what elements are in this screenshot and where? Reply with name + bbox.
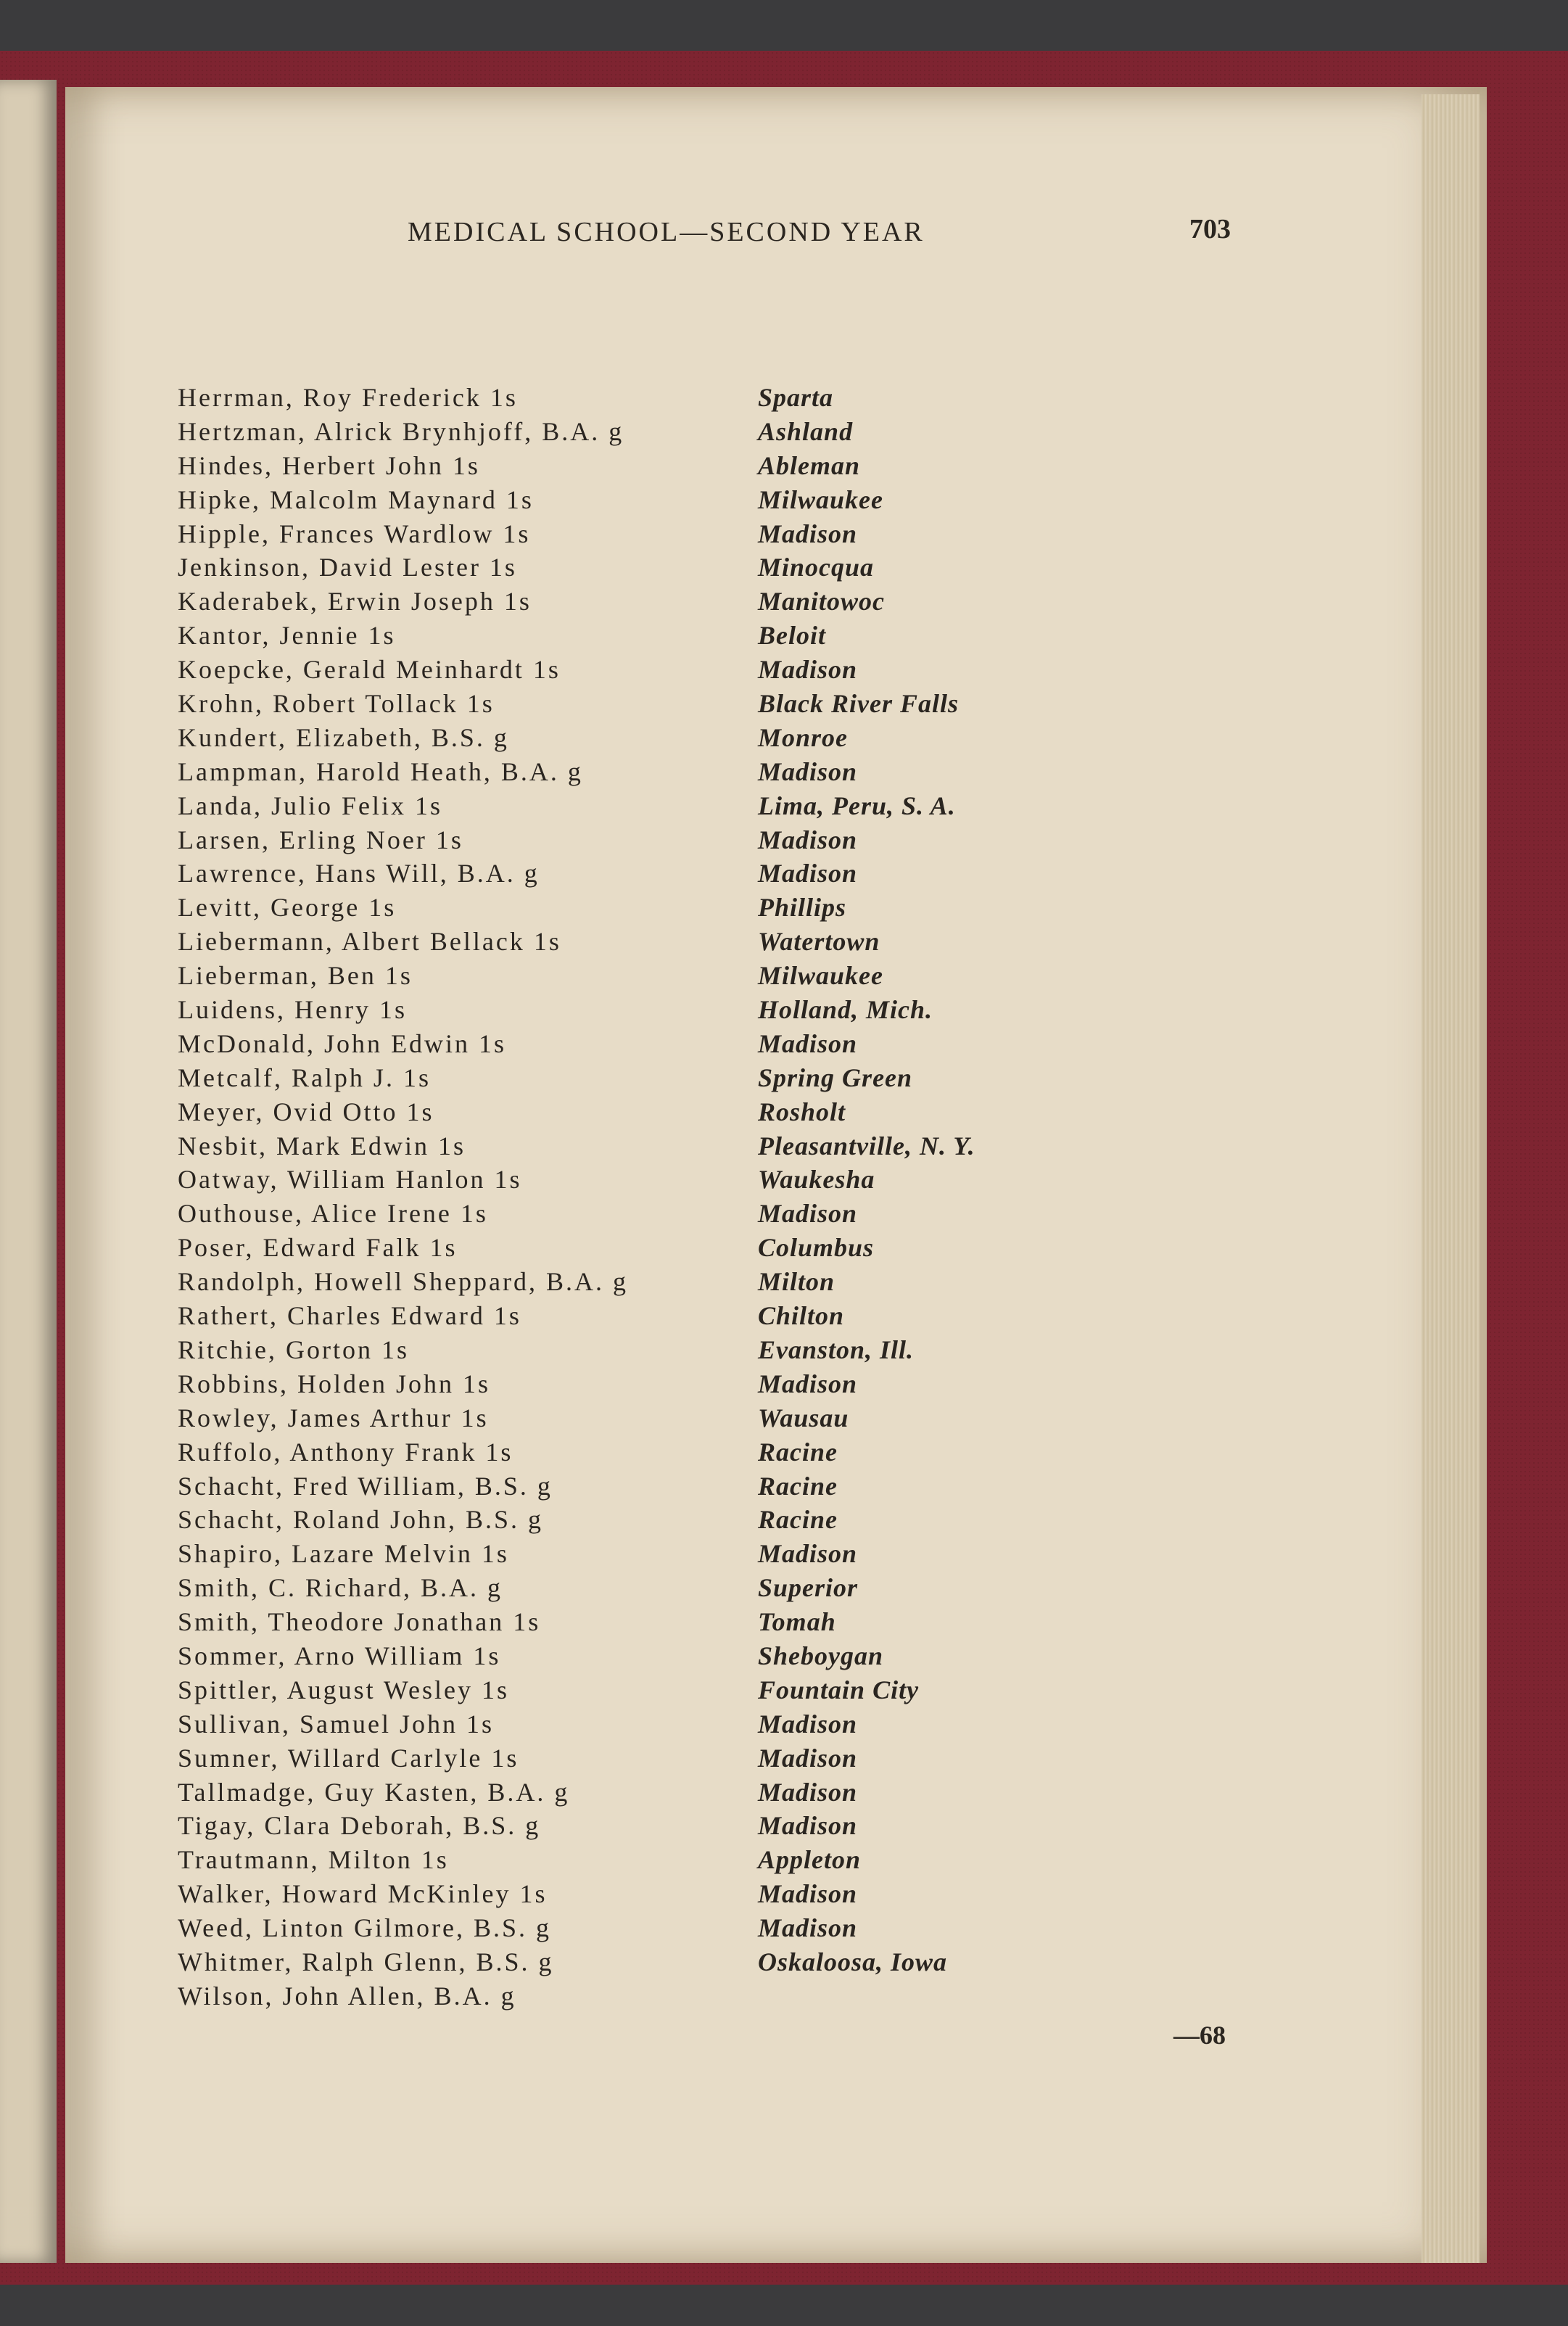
student-name: Hipple, Frances Wardlow 1s [178,519,531,548]
student-name: Rowley, James Arthur 1s [178,1403,489,1432]
student-name: Kantor, Jennie 1s [178,621,396,651]
list-item [178,1911,1121,1945]
student-name: Herrman, Roy Frederick 1s [178,383,518,412]
student-hometown: Milwaukee [758,961,884,991]
list-item [178,1741,1121,1776]
student-hometown: Appleton [758,1845,862,1875]
list-item [178,1469,1121,1504]
student-hometown: Racine [758,1471,838,1501]
list-item [178,653,1121,687]
student-hometown: Pleasantville, N. Y. [758,1131,975,1160]
student-hometown: Minocqua [758,553,875,582]
student-name: Kundert, Elizabeth, B.S. g [178,722,509,752]
student-name: Schacht, Fred William, B.S. g [178,1471,553,1501]
student-name: McDonald, John Edwin 1s [178,1028,506,1058]
list-item [178,1129,1121,1163]
student-name: Koepcke, Gerald Meinhardt 1s [178,655,561,685]
student-hometown: Madison [758,825,858,854]
list-item [178,1299,1121,1333]
student-hometown: Milwaukee [758,484,884,514]
list-item [178,789,1121,823]
student-hometown: Holland, Mich. [758,995,933,1025]
student-hometown: Lima, Peru, S. A. [758,791,956,820]
list-item [178,1061,1121,1095]
list-item [178,415,1121,449]
page-header [0,216,1568,260]
student-hometown: Madison [758,1199,858,1229]
list-item [178,619,1121,653]
student-list [178,381,1121,2013]
signature-mark: —68 [1173,2021,1226,2050]
student-name: Kaderabek, Erwin Joseph 1s [178,587,532,616]
facing-page-edge [0,80,57,2263]
student-name: Shapiro, Lazare Melvin 1s [178,1539,509,1569]
list-item [178,1265,1121,1299]
student-hometown: Monroe [758,722,849,752]
running-title: MEDICAL SCHOOL—SECOND YEAR [408,217,925,247]
list-item [178,925,1121,959]
student-name: Levitt, George 1s [178,893,397,923]
student-name: Ruffolo, Anthony Frank 1s [178,1437,513,1467]
student-hometown: Beloit [758,621,826,651]
student-name: Wilson, John Allen, B.A. g [178,1981,516,2010]
page-number: 703 [1189,214,1231,244]
student-name: Trautmann, Milton 1s [178,1845,449,1875]
student-name: Weed, Linton Gilmore, B.S. g [178,1913,552,1943]
student-name: Sommer, Arno William 1s [178,1641,501,1670]
list-item [178,1537,1121,1571]
list-item [178,721,1121,755]
student-hometown: Madison [758,655,858,685]
list-item [178,1095,1121,1129]
list-item [178,1877,1121,1911]
student-hometown: Oskaloosa, Iowa [758,1947,948,1976]
student-hometown: Columbus [758,1233,875,1263]
student-name: Randolph, Howell Sheppard, B.A. g [178,1267,628,1297]
student-hometown: Madison [758,1811,858,1841]
student-name: Robbins, Holden John 1s [178,1369,491,1398]
student-hometown: Madison [758,756,858,786]
list-item [178,1367,1121,1401]
list-item [178,1571,1121,1605]
list-item [178,1707,1121,1741]
student-hometown: Black River Falls [758,689,959,719]
student-hometown: Racine [758,1505,838,1535]
student-name: Hipke, Malcolm Maynard 1s [178,484,534,514]
student-name: Sumner, Willard Carlyle 1s [178,1743,519,1773]
list-item [178,687,1121,721]
student-hometown: Ashland [758,416,854,446]
student-name: Ritchie, Gorton 1s [178,1335,409,1364]
student-name: Liebermann, Albert Bellack 1s [178,927,561,957]
student-hometown: Madison [758,1743,858,1773]
list-item [178,585,1121,619]
student-hometown: Wausau [758,1403,849,1432]
student-name: Poser, Edward Falk 1s [178,1233,458,1263]
list-item [178,483,1121,517]
student-hometown: Phillips [758,893,847,923]
student-hometown: Spring Green [758,1063,913,1092]
list-item [178,1435,1121,1469]
list-item [178,1503,1121,1537]
list-item [178,1333,1121,1367]
student-hometown: Chilton [758,1301,845,1331]
student-name: Tigay, Clara Deborah, B.S. g [178,1811,541,1841]
student-name: Landa, Julio Felix 1s [178,791,442,820]
student-name: Smith, C. Richard, B.A. g [178,1573,503,1603]
student-name: Schacht, Roland John, B.S. g [178,1505,543,1535]
student-hometown: Rosholt [758,1097,846,1126]
student-hometown: Sparta [758,383,834,412]
list-item [178,891,1121,925]
student-name: Whitmer, Ralph Glenn, B.S. g [178,1947,554,1976]
student-hometown: Manitowoc [758,587,886,616]
list-item [178,550,1121,585]
list-item [178,1843,1121,1877]
student-name: Smith, Theodore Jonathan 1s [178,1607,541,1637]
student-name: Lieberman, Ben 1s [178,961,413,991]
list-item [178,1197,1121,1231]
student-hometown: Madison [758,1539,858,1569]
student-name: Oatway, William Hanlon 1s [178,1165,522,1195]
list-item [178,1401,1121,1435]
list-item [178,959,1121,993]
list-item [178,1945,1121,1979]
student-hometown: Sheboygan [758,1641,884,1670]
list-item [178,823,1121,857]
student-hometown: Madison [758,1879,858,1909]
student-hometown: Evanston, Ill. [758,1335,915,1364]
list-item [178,1809,1121,1843]
page-block-edge [1421,94,1480,2263]
list-item [178,1639,1121,1673]
student-hometown: Madison [758,859,858,888]
student-name: Spittler, August Wesley 1s [178,1675,510,1704]
student-name: Outhouse, Alice Irene 1s [178,1199,488,1229]
student-hometown: Madison [758,1913,858,1943]
list-item [178,857,1121,891]
student-name: Krohn, Robert Tollack 1s [178,689,495,719]
list-item [178,1605,1121,1639]
student-name: Nesbit, Mark Edwin 1s [178,1131,466,1160]
student-name: Meyer, Ovid Otto 1s [178,1097,434,1126]
student-name: Larsen, Erling Noer 1s [178,825,463,854]
student-name: Lawrence, Hans Will, B.A. g [178,859,540,888]
list-item [178,755,1121,789]
list-item [178,1979,1121,2013]
student-name: Lampman, Harold Heath, B.A. g [178,756,583,786]
student-hometown: Madison [758,1709,858,1739]
student-hometown: Milton [758,1267,835,1297]
student-hometown: Madison [758,519,858,548]
student-name: Walker, Howard McKinley 1s [178,1879,548,1909]
student-name: Hindes, Herbert John 1s [178,450,480,480]
student-hometown: Superior [758,1573,859,1603]
student-hometown: Racine [758,1437,838,1467]
list-item [178,1163,1121,1197]
student-name: Jenkinson, David Lester 1s [178,553,517,582]
student-name: Tallmadge, Guy Kasten, B.A. g [178,1777,570,1807]
student-name: Hertzman, Alrick Brynhjoff, B.A. g [178,416,624,446]
student-hometown: Tomah [758,1607,836,1637]
student-hometown: Madison [758,1777,858,1807]
list-item [178,1231,1121,1265]
list-item [178,1027,1121,1061]
student-name: Metcalf, Ralph J. 1s [178,1063,431,1092]
student-name: Luidens, Henry 1s [178,995,407,1025]
student-hometown: Ableman [758,450,861,480]
student-hometown: Fountain City [758,1675,920,1704]
student-hometown: Watertown [758,927,880,957]
list-item [178,517,1121,551]
list-item [178,1776,1121,1810]
student-name: Sullivan, Samuel John 1s [178,1709,495,1739]
student-hometown: Madison [758,1028,858,1058]
list-item [178,381,1121,415]
student-name: Rathert, Charles Edward 1s [178,1301,521,1331]
list-item [178,1673,1121,1707]
list-item [178,449,1121,483]
student-hometown: Waukesha [758,1165,875,1195]
student-hometown: Madison [758,1369,858,1398]
list-item [178,993,1121,1027]
